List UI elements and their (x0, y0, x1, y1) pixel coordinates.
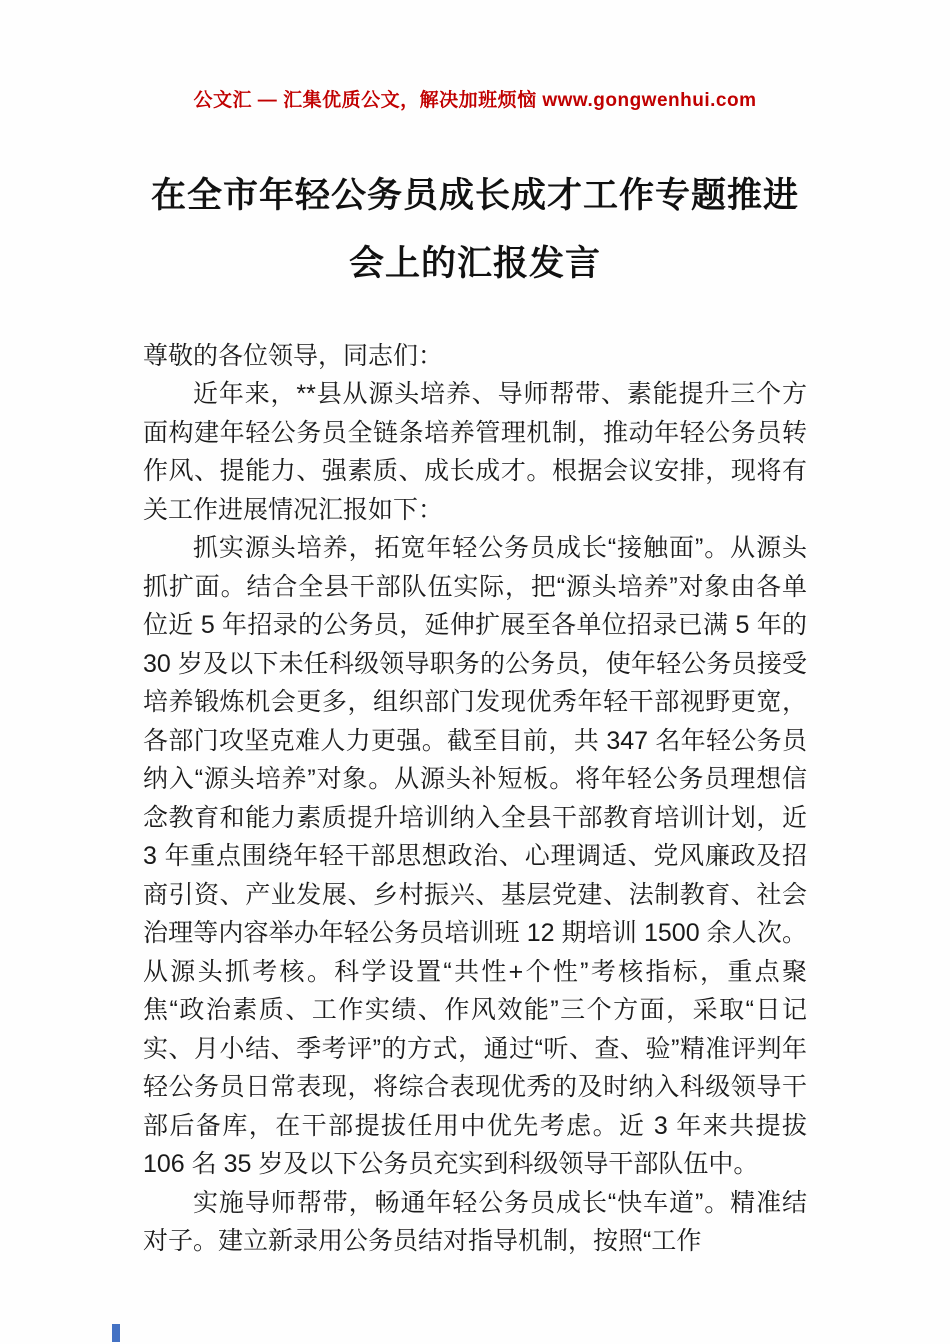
site-header-watermark: 公文汇 — 汇集优质公文，解决加班烦恼 www.gongwenhui.com (193, 90, 757, 111)
paragraph: 实施导师帮带，畅通年轻公务员成长“快车道”。精准结对子。建立新录用公务员结对指导机制，按照“工作 (143, 1188, 807, 1255)
document-title-line-2: 会上的汇报发言 (348, 244, 601, 284)
bottom-left-artifact (112, 1324, 120, 1342)
paragraph: 尊敬的各位领导，同志们： (143, 341, 444, 370)
document-title-line-1: 在全市年轻公务员成长成才工作专题推进 (150, 176, 799, 215)
document-body (143, 337, 807, 1261)
paragraph: 近年来，**县从源头培养、导师帮带、素能提升三个方面构建年轻公务员全链条培养管理机制，推动年轻公务员转作风、提能力、强素质、成长成才。根据会议安排，现将有关工作进展情况汇报如下： (143, 380, 807, 524)
paragraph: 抓实源头培养，拓宽年轻公务员成长“接触面”。从源头抓扩面。结合全县干部队伍实际，把“源头培养”对象由各单位近 5 年招录的公务员，延伸扩展至各单位招录已满 5 年的 30 岁及以下未任科级领导职务的公务员，使年轻公务员接受培养锻炼机会更多，组织部门发现优秀年轻干部视野更宽，各部门攻坚克难人力更强。截至目前，共 347 名年轻公务员纳入“源头培养”对象。从源头补短板。将年轻公务员理想信念教育和能力素质提升培训纳入全县干部教育培训计划，近 3 年重点围绕年轻干部思想政治、心理调适、党风廉政及招商引资、产业发展、乡村振兴、基层党建、法制教育、社会治理等内容举办年轻公务员培训班 12 期培训 1500 余人次。从源头抓考核。科学设置“共性+个性”考核指标，重点聚焦“政治素质、工作实绩、作风效能”三个方面，采取“日记实、月小结、季考评”的方式，通过“听、查、验”精准评判年轻公务员日常表现，将综合表现优秀的及时纳入科级领导干部后备库，在干部提拔任用中优先考虑。近 3 年来共提拔 106 名 35 岁及以下公务员充实到科级领导干部队伍中。 (143, 534, 807, 1178)
document-title (143, 162, 807, 299)
